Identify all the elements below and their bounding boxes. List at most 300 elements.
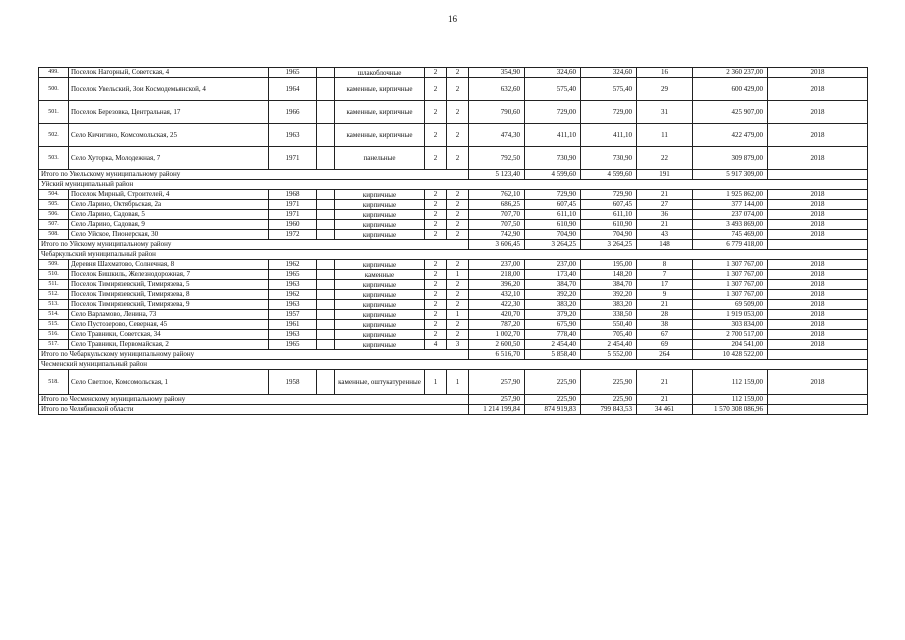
- table-cell: 1: [425, 370, 447, 395]
- table-cell: кирпичные: [335, 220, 425, 230]
- table-cell: 508.: [39, 230, 69, 240]
- table-cell: Село Травники, Первомайская, 2: [69, 340, 269, 350]
- table-cell: Поселок Тимирязевский, Тимирязева, 8: [69, 290, 269, 300]
- table-cell: 512.: [39, 290, 69, 300]
- table-cell: 384,70: [525, 280, 581, 290]
- table-cell: 2: [425, 124, 447, 147]
- table-cell: Поселок Тимирязевский, Тимирязева, 5: [69, 280, 269, 290]
- table-cell: 1 307 767,00: [693, 280, 768, 290]
- table-row: [39, 78, 868, 101]
- housing-table: [38, 67, 868, 415]
- table-cell: 2: [425, 300, 447, 310]
- table-cell: 1: [447, 310, 469, 320]
- total-cell: 6 516,70: [469, 350, 525, 360]
- table-cell: 632,60: [469, 78, 525, 101]
- table-row: [39, 300, 868, 310]
- total-cell: 112 159,00: [693, 395, 768, 405]
- table-cell: 2: [425, 78, 447, 101]
- table-row: [39, 101, 868, 124]
- table-cell: 474,30: [469, 124, 525, 147]
- table-cell: 2: [447, 300, 469, 310]
- table-cell: [317, 270, 335, 280]
- table-cell: 384,70: [581, 280, 637, 290]
- total-row: [39, 395, 868, 405]
- table-cell: 38: [637, 320, 693, 330]
- table-cell: 1960: [269, 220, 317, 230]
- table-cell: 2: [425, 320, 447, 330]
- table-cell: 67: [637, 330, 693, 340]
- table-cell: 2018: [768, 330, 868, 340]
- table-cell: 69: [637, 340, 693, 350]
- table-cell: 28: [637, 310, 693, 320]
- table-cell: 225,90: [525, 370, 581, 395]
- table-cell: 686,25: [469, 200, 525, 210]
- total-cell: [768, 350, 868, 360]
- table-cell: 506.: [39, 210, 69, 220]
- table-cell: 2: [447, 101, 469, 124]
- table-cell: 1971: [269, 147, 317, 170]
- district-header-row: [39, 360, 868, 370]
- total-cell: 5 123,40: [469, 170, 525, 180]
- total-cell: 3 606,45: [469, 240, 525, 250]
- table-cell: 1968: [269, 190, 317, 200]
- table-row: [39, 230, 868, 240]
- table-cell: кирпичные: [335, 310, 425, 320]
- table-row: [39, 270, 868, 280]
- table-cell: 550,40: [581, 320, 637, 330]
- table-cell: кирпичные: [335, 190, 425, 200]
- table-cell: 16: [637, 68, 693, 78]
- total-row: [39, 405, 868, 415]
- table-cell: 2018: [768, 320, 868, 330]
- table-cell: 2: [447, 68, 469, 78]
- table-cell: 1961: [269, 320, 317, 330]
- table-cell: 2: [425, 330, 447, 340]
- table-cell: Поселок Мирный, Строителей, 4: [69, 190, 269, 200]
- table-cell: 324,60: [581, 68, 637, 78]
- table-cell: 704,90: [525, 230, 581, 240]
- table-cell: 507.: [39, 220, 69, 230]
- table-cell: 422 479,00: [693, 124, 768, 147]
- table-cell: 2018: [768, 370, 868, 395]
- table-cell: каменные: [335, 270, 425, 280]
- table-cell: 2: [425, 260, 447, 270]
- table-cell: 575,40: [525, 78, 581, 101]
- table-cell: 1971: [269, 210, 317, 220]
- table-cell: 607,45: [525, 200, 581, 210]
- table-cell: Село Варламово, Ленина, 73: [69, 310, 269, 320]
- table-cell: 2 360 237,00: [693, 68, 768, 78]
- table-cell: [317, 101, 335, 124]
- table-cell: шлакоблочные: [335, 68, 425, 78]
- table-cell: Деревня Шахматово, Солнечная, 8: [69, 260, 269, 270]
- table-cell: 2: [447, 200, 469, 210]
- table-cell: 237,00: [469, 260, 525, 270]
- table-cell: 517.: [39, 340, 69, 350]
- table-row: [39, 200, 868, 210]
- table-cell: 1966: [269, 101, 317, 124]
- table-cell: 1 307 767,00: [693, 290, 768, 300]
- table-cell: 607,45: [581, 200, 637, 210]
- total-cell: 1 570 308 086,96: [693, 405, 768, 415]
- total-cell: 21: [637, 395, 693, 405]
- table-cell: 2018: [768, 147, 868, 170]
- table-cell: 2018: [768, 230, 868, 240]
- table-cell: 21: [637, 300, 693, 310]
- table-cell: 31: [637, 101, 693, 124]
- table-cell: 3: [447, 340, 469, 350]
- table-cell: 790,60: [469, 101, 525, 124]
- table-cell: 2018: [768, 260, 868, 270]
- total-cell: [768, 405, 868, 415]
- table-cell: кирпичные: [335, 290, 425, 300]
- total-cell: 874 919,83: [525, 405, 581, 415]
- total-cell: 3 264,25: [525, 240, 581, 250]
- table-cell: 420,70: [469, 310, 525, 320]
- table-cell: Поселок Тимирязевский, Тимирязева, 9: [69, 300, 269, 310]
- table-cell: 762,10: [469, 190, 525, 200]
- table-cell: 195,00: [581, 260, 637, 270]
- total-label: Итого по Уйскому муниципальному району: [39, 240, 469, 250]
- table-cell: 21: [637, 370, 693, 395]
- table-cell: [317, 124, 335, 147]
- table-row: [39, 124, 868, 147]
- table-cell: [317, 310, 335, 320]
- table-cell: 500.: [39, 78, 69, 101]
- table-cell: кирпичные: [335, 260, 425, 270]
- district-name: Чесменский муниципальный район: [39, 360, 868, 370]
- table-cell: 2018: [768, 78, 868, 101]
- table-cell: 2018: [768, 280, 868, 290]
- total-cell: [768, 395, 868, 405]
- table-row: [39, 290, 868, 300]
- table-cell: Село Хуторка, Молодежная, 7: [69, 147, 269, 170]
- table-row: [39, 220, 868, 230]
- table-cell: 422,30: [469, 300, 525, 310]
- table-cell: кирпичные: [335, 280, 425, 290]
- table-cell: 2: [425, 210, 447, 220]
- table-cell: 1965: [269, 270, 317, 280]
- table-cell: 745 469,00: [693, 230, 768, 240]
- table-cell: 204 541,00: [693, 340, 768, 350]
- table-cell: [317, 68, 335, 78]
- table-row: [39, 280, 868, 290]
- table-cell: 2: [425, 280, 447, 290]
- table-cell: Село Уйское, Пионерская, 30: [69, 230, 269, 240]
- table-cell: 1965: [269, 68, 317, 78]
- table-cell: 742,90: [469, 230, 525, 240]
- table-cell: 730,90: [581, 147, 637, 170]
- table-cell: 1963: [269, 330, 317, 340]
- table-cell: 377 144,00: [693, 200, 768, 210]
- table-cell: 1971: [269, 200, 317, 210]
- table-cell: 2: [425, 270, 447, 280]
- table-cell: [317, 330, 335, 340]
- table-cell: 2: [447, 260, 469, 270]
- total-cell: 3 264,25: [581, 240, 637, 250]
- table-cell: 1962: [269, 290, 317, 300]
- table-cell: [317, 230, 335, 240]
- table-cell: 514.: [39, 310, 69, 320]
- total-cell: [768, 170, 868, 180]
- table-cell: 778,40: [525, 330, 581, 340]
- table-cell: Поселок Нагорный, Советская, 4: [69, 68, 269, 78]
- total-label: Итого по Чесменскому муниципальному району: [39, 395, 469, 405]
- table-cell: 2: [447, 124, 469, 147]
- table-cell: [317, 200, 335, 210]
- table-cell: 509.: [39, 260, 69, 270]
- table-cell: 518.: [39, 370, 69, 395]
- table-cell: [317, 280, 335, 290]
- table-cell: 575,40: [581, 78, 637, 101]
- table-cell: 2: [447, 147, 469, 170]
- table-cell: 503.: [39, 147, 69, 170]
- table-cell: 8: [637, 260, 693, 270]
- table-cell: 600 429,00: [693, 78, 768, 101]
- table-cell: 1964: [269, 78, 317, 101]
- table-cell: 7: [637, 270, 693, 280]
- table-cell: 2018: [768, 340, 868, 350]
- table-cell: 2: [425, 68, 447, 78]
- table-cell: 9: [637, 290, 693, 300]
- table-cell: 338,50: [581, 310, 637, 320]
- table-cell: 1 307 767,00: [693, 260, 768, 270]
- district-header-row: [39, 250, 868, 260]
- table-cell: 1963: [269, 300, 317, 310]
- table-cell: 21: [637, 220, 693, 230]
- table-cell: 1: [447, 370, 469, 395]
- table-cell: 1: [447, 270, 469, 280]
- table-cell: 1972: [269, 230, 317, 240]
- table-cell: Поселок Березовка, Центральная, 17: [69, 101, 269, 124]
- table-cell: [317, 340, 335, 350]
- table-cell: 392,20: [525, 290, 581, 300]
- table-cell: 309 879,00: [693, 147, 768, 170]
- table-cell: 27: [637, 200, 693, 210]
- table-cell: 2: [447, 330, 469, 340]
- table-row: [39, 370, 868, 395]
- table-cell: 43: [637, 230, 693, 240]
- table-cell: 225,90: [581, 370, 637, 395]
- table-cell: 11: [637, 124, 693, 147]
- table-cell: 2 700 517,00: [693, 330, 768, 340]
- table-cell: 704,90: [581, 230, 637, 240]
- table-cell: 112 159,00: [693, 370, 768, 395]
- table-cell: 2018: [768, 270, 868, 280]
- table-cell: 2018: [768, 310, 868, 320]
- table-cell: 237,00: [525, 260, 581, 270]
- table-cell: 2: [425, 200, 447, 210]
- table-cell: 2018: [768, 290, 868, 300]
- table-row: [39, 260, 868, 270]
- table-cell: 411,10: [581, 124, 637, 147]
- table-row: [39, 147, 868, 170]
- table-cell: 1963: [269, 280, 317, 290]
- table-cell: 2: [447, 190, 469, 200]
- table-cell: [317, 370, 335, 395]
- table-cell: 69 509,00: [693, 300, 768, 310]
- table-cell: 1963: [269, 124, 317, 147]
- table-cell: кирпичные: [335, 230, 425, 240]
- table-cell: Село Травники, Советская, 34: [69, 330, 269, 340]
- district-name: Уйский муниципальный район: [39, 180, 868, 190]
- table-cell: 729,90: [581, 190, 637, 200]
- table-cell: 29: [637, 78, 693, 101]
- total-label: Итого по Чебаркульскому муниципальному району: [39, 350, 469, 360]
- table-cell: 729,00: [525, 101, 581, 124]
- table-row: [39, 190, 868, 200]
- table-cell: кирпичные: [335, 340, 425, 350]
- table-cell: 787,20: [469, 320, 525, 330]
- table-cell: 36: [637, 210, 693, 220]
- table-cell: 303 834,00: [693, 320, 768, 330]
- table-cell: 2: [425, 310, 447, 320]
- table-cell: 2018: [768, 300, 868, 310]
- table-row: [39, 210, 868, 220]
- table-cell: 2: [447, 290, 469, 300]
- table-cell: 610,90: [581, 220, 637, 230]
- table-cell: 2018: [768, 200, 868, 210]
- table-cell: кирпичные: [335, 200, 425, 210]
- table-cell: [317, 190, 335, 200]
- table-cell: 354,90: [469, 68, 525, 78]
- table-cell: 22: [637, 147, 693, 170]
- total-cell: 264: [637, 350, 693, 360]
- table-cell: панельные: [335, 147, 425, 170]
- table-row: [39, 310, 868, 320]
- table-cell: 2 454,40: [581, 340, 637, 350]
- total-label: Итого по Челябинской области: [39, 405, 469, 415]
- table-cell: 513.: [39, 300, 69, 310]
- total-cell: 148: [637, 240, 693, 250]
- table-cell: 2: [425, 290, 447, 300]
- total-cell: 257,90: [469, 395, 525, 405]
- table-cell: 383,20: [525, 300, 581, 310]
- table-cell: 501.: [39, 101, 69, 124]
- table-cell: 148,20: [581, 270, 637, 280]
- total-cell: 34 461: [637, 405, 693, 415]
- total-cell: 1 214 199,84: [469, 405, 525, 415]
- table-cell: 2018: [768, 124, 868, 147]
- table-cell: 411,10: [525, 124, 581, 147]
- total-cell: 5 917 309,00: [693, 170, 768, 180]
- table-cell: 21: [637, 190, 693, 200]
- table-cell: 2: [425, 101, 447, 124]
- table-cell: кирпичные: [335, 330, 425, 340]
- table-cell: 729,90: [525, 190, 581, 200]
- table-cell: 218,00: [469, 270, 525, 280]
- total-label: Итого по Увельскому муниципальному району: [39, 170, 469, 180]
- table-cell: 1 002,70: [469, 330, 525, 340]
- table-cell: [317, 320, 335, 330]
- table-cell: 2 454,40: [525, 340, 581, 350]
- table-cell: 611,10: [525, 210, 581, 220]
- table-cell: 516.: [39, 330, 69, 340]
- table-cell: Село Ларино, Садовая, 9: [69, 220, 269, 230]
- total-cell: 4 599,60: [525, 170, 581, 180]
- table-cell: 379,20: [525, 310, 581, 320]
- table-cell: 432,10: [469, 290, 525, 300]
- table-cell: [317, 290, 335, 300]
- page-number: 16: [448, 14, 457, 24]
- total-cell: 799 843,53: [581, 405, 637, 415]
- table-cell: кирпичные: [335, 300, 425, 310]
- total-cell: 225,90: [525, 395, 581, 405]
- total-cell: 6 779 418,00: [693, 240, 768, 250]
- table-cell: каменные, кирпичные: [335, 78, 425, 101]
- table-cell: 792,50: [469, 147, 525, 170]
- table-cell: 2018: [768, 210, 868, 220]
- table-cell: 2: [447, 230, 469, 240]
- table-cell: 729,00: [581, 101, 637, 124]
- table-cell: 2: [447, 280, 469, 290]
- district-name: Чебаркульский муниципальный район: [39, 250, 868, 260]
- table-cell: 324,60: [525, 68, 581, 78]
- table-cell: 17: [637, 280, 693, 290]
- table-cell: 515.: [39, 320, 69, 330]
- table-cell: 675,90: [525, 320, 581, 330]
- table-cell: 502.: [39, 124, 69, 147]
- total-cell: 10 428 522,00: [693, 350, 768, 360]
- table-cell: 610,90: [525, 220, 581, 230]
- table-cell: 1 925 862,00: [693, 190, 768, 200]
- table-cell: [317, 147, 335, 170]
- table-cell: 2: [447, 210, 469, 220]
- total-cell: 4 599,60: [581, 170, 637, 180]
- table-cell: 2018: [768, 220, 868, 230]
- table-cell: [317, 220, 335, 230]
- table-cell: 2: [447, 78, 469, 101]
- table-cell: каменные, оштукатуренные: [335, 370, 425, 395]
- table-cell: Село Ларино, Октябрьская, 2а: [69, 200, 269, 210]
- table-cell: [317, 210, 335, 220]
- table-cell: 1 919 053,00: [693, 310, 768, 320]
- table-cell: 1957: [269, 310, 317, 320]
- table-cell: 2: [425, 220, 447, 230]
- table-cell: 707,50: [469, 220, 525, 230]
- table-cell: 2: [447, 320, 469, 330]
- table-cell: 383,20: [581, 300, 637, 310]
- table-cell: 257,90: [469, 370, 525, 395]
- total-cell: [768, 240, 868, 250]
- table-cell: 3 493 869,00: [693, 220, 768, 230]
- table-cell: 2: [425, 147, 447, 170]
- table-cell: 1962: [269, 260, 317, 270]
- table-cell: Поселок Увельский, Зои Космодемьянской, 4: [69, 78, 269, 101]
- total-row: [39, 240, 868, 250]
- total-cell: 5 552,00: [581, 350, 637, 360]
- table-cell: [317, 300, 335, 310]
- table-cell: кирпичные: [335, 210, 425, 220]
- table-cell: 2 600,50: [469, 340, 525, 350]
- table-cell: 2: [425, 190, 447, 200]
- table-cell: 1958: [269, 370, 317, 395]
- table-cell: кирпичные: [335, 320, 425, 330]
- total-row: [39, 350, 868, 360]
- table-cell: каменные, кирпичные: [335, 124, 425, 147]
- table-cell: 237 074,00: [693, 210, 768, 220]
- table-cell: 499.: [39, 68, 69, 78]
- table-cell: [317, 260, 335, 270]
- table-cell: 611,10: [581, 210, 637, 220]
- table-cell: 396,20: [469, 280, 525, 290]
- table-cell: 2018: [768, 190, 868, 200]
- table-cell: 2018: [768, 68, 868, 78]
- table-cell: Село Светлое, Комсомольская, 1: [69, 370, 269, 395]
- table-cell: 511.: [39, 280, 69, 290]
- table-cell: каменные, кирпичные: [335, 101, 425, 124]
- table-cell: 510.: [39, 270, 69, 280]
